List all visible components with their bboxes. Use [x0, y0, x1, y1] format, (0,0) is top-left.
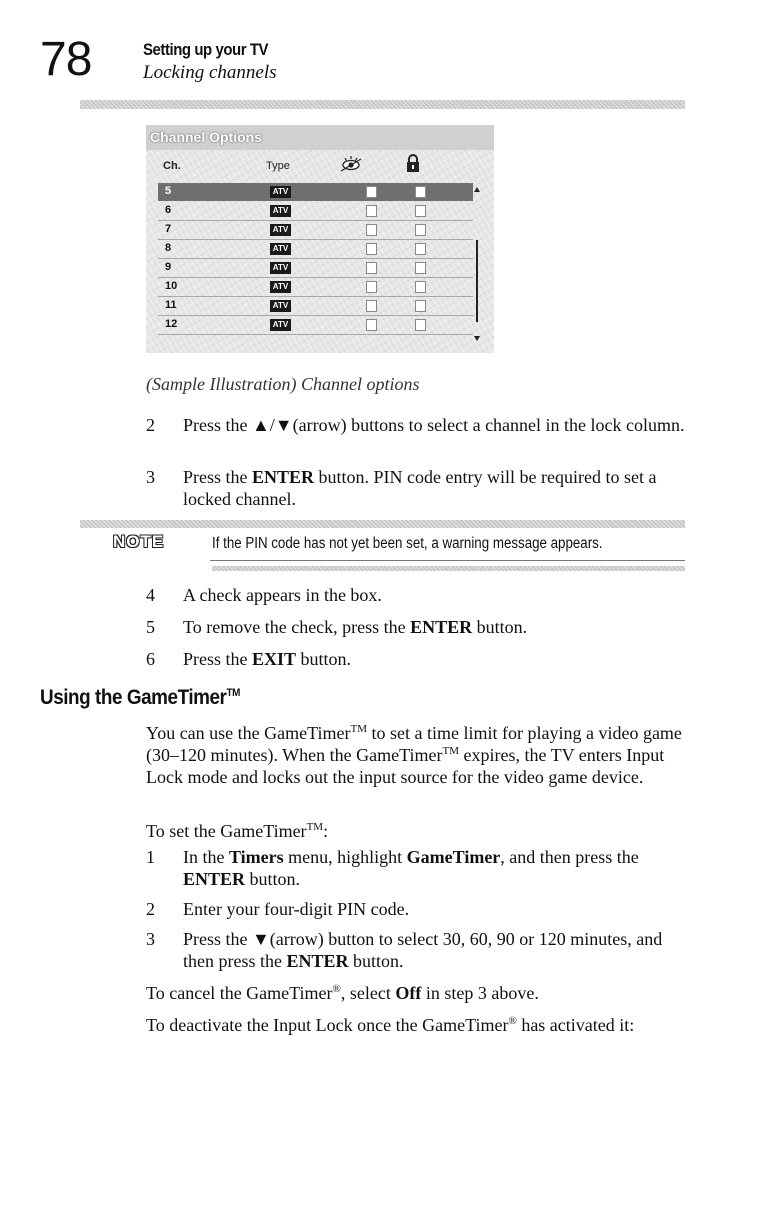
skip-checkbox: [366, 224, 377, 236]
channel-row: [158, 202, 473, 221]
channel-number: 5: [165, 185, 172, 197]
channel-type-badge: ATV: [270, 262, 291, 274]
channel-row: [158, 316, 473, 335]
channel-options-illustration: [146, 125, 494, 353]
channel-row: [158, 278, 473, 297]
section-title: Setting up your TV: [143, 40, 269, 59]
gametimer-intro: You can use the GameTimer™ to set a time limit for playing a video game (30–120 minutes). When the GameTimer™ expires, the TV enters Input Lock mode and locks out the input source for the video game device.: [146, 723, 682, 787]
lock-checkbox: [415, 243, 426, 255]
note-underline: [210, 560, 685, 561]
step-4: [146, 584, 686, 606]
skip-checkbox: [366, 243, 377, 255]
step-number: 3: [146, 467, 155, 487]
channel-number: 12: [165, 318, 178, 330]
header-rule: [80, 100, 685, 109]
channel-row: [158, 297, 473, 316]
channel-row: [158, 259, 473, 278]
lock-checkbox: [415, 205, 426, 217]
column-type: Type: [266, 160, 290, 172]
channel-row: [158, 221, 473, 240]
skip-checkbox: [366, 319, 377, 331]
skip-checkbox: [366, 300, 377, 312]
step-number: 3: [146, 929, 155, 949]
step-number: 6: [146, 649, 155, 669]
lock-checkbox: [415, 281, 426, 293]
gametimer-heading: Using the GameTimer™: [40, 686, 240, 709]
step-text: Press the ▼(arrow) button to select 30, 60, 90 or 120 minutes, and then press the ENTER button.: [183, 929, 663, 971]
channel-number: 9: [165, 261, 172, 273]
skip-checkbox: [366, 186, 377, 198]
channel-type-badge: ATV: [270, 300, 291, 312]
step-text: To remove the check, press the ENTER button.: [183, 617, 528, 637]
skip-checkbox: [366, 262, 377, 274]
gametimer-to-set: To set the GameTimer™:: [146, 821, 329, 841]
scroll-down-arrow-icon: [474, 336, 480, 341]
gametimer-step-2: [146, 898, 686, 920]
gametimer-step-1: [146, 846, 686, 890]
step-3: [146, 466, 686, 510]
channel-type-badge: ATV: [270, 186, 291, 198]
lock-checkbox: [415, 224, 426, 236]
column-channel: Ch.: [163, 160, 181, 172]
gametimer-cancel: To cancel the GameTimer®, select Off in step 3 above.: [146, 983, 539, 1003]
step-text: Enter your four-digit PIN code.: [183, 899, 410, 919]
channel-row: [158, 183, 473, 201]
channel-number: 11: [165, 299, 177, 311]
channel-type-badge: ATV: [270, 243, 291, 255]
lock-checkbox: [415, 186, 426, 198]
step-number: 2: [146, 899, 155, 919]
channel-number: 8: [165, 242, 172, 254]
menu-title: Channel Options: [146, 125, 494, 150]
gametimer-deactivate: To deactivate the Input Lock once the GameTimer® has activated it:: [146, 1015, 635, 1035]
step-text: Press the ▲/▼(arrow) buttons to select a channel in the lock column.: [183, 415, 685, 435]
step-6: [146, 648, 686, 670]
step-2: [146, 414, 686, 436]
channel-type-badge: ATV: [270, 319, 291, 331]
channel-number: 10: [165, 280, 178, 292]
step-text: A check appears in the box.: [183, 585, 382, 605]
step-number: 5: [146, 617, 155, 637]
scroll-up-arrow-icon: [474, 187, 480, 192]
step-number: 2: [146, 415, 155, 435]
channel-number: 6: [165, 204, 172, 216]
step-5: [146, 616, 686, 638]
channel-row: [158, 240, 473, 259]
channel-type-badge: ATV: [270, 205, 291, 217]
channel-type-badge: ATV: [270, 224, 291, 236]
lock-checkbox: [415, 300, 426, 312]
note-text: If the PIN code has not yet been set, a warning message appears.: [212, 535, 603, 552]
skip-checkbox: [366, 205, 377, 217]
step-text: In the Timers menu, highlight GameTimer, and then press the ENTER button.: [183, 847, 639, 889]
note-label: NOTE: [113, 532, 165, 551]
step-number: 4: [146, 585, 155, 605]
skip-checkbox: [366, 281, 377, 293]
eye-skip-icon: [340, 155, 362, 173]
subsection-title: Locking channels: [143, 62, 277, 83]
channel-number: 7: [165, 223, 172, 235]
note-rule-bottom: [212, 566, 685, 571]
channel-type-badge: ATV: [270, 281, 291, 293]
step-number: 1: [146, 847, 155, 867]
step-text: Press the EXIT button.: [183, 649, 352, 669]
step-text: Press the ENTER button. PIN code entry will be required to set a locked channel.: [183, 467, 657, 509]
illustration-caption: (Sample Illustration) Channel options: [146, 374, 420, 394]
lock-checkbox: [415, 319, 426, 331]
scrollbar: [476, 240, 478, 322]
note-rule-top: [80, 520, 685, 528]
gametimer-step-3: [146, 928, 686, 972]
lock-checkbox: [415, 262, 426, 274]
page-number: 78: [40, 33, 92, 86]
padlock-icon: [405, 154, 421, 173]
